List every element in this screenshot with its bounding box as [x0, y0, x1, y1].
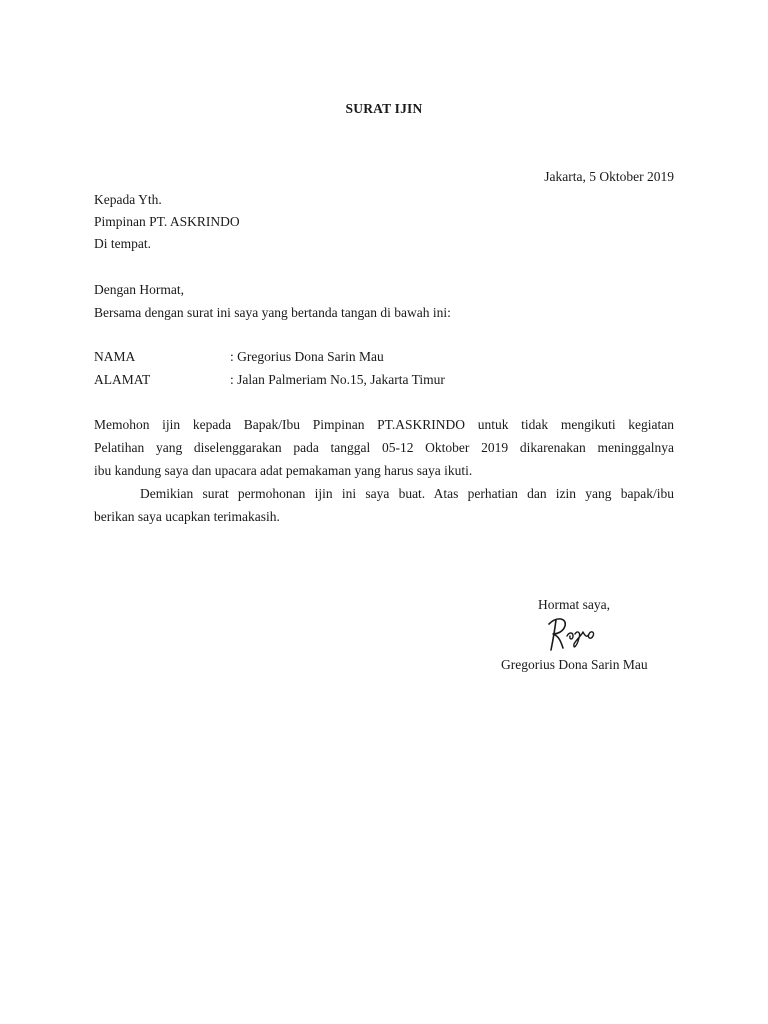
signer-name: Gregorius Dona Sarin Mau — [501, 657, 648, 672]
recipient-line: Di tempat. — [94, 236, 151, 251]
closing-line: berikan saya ucapkan terimakasih. — [94, 509, 280, 524]
address-value: : Jalan Palmeriam No.15, Jakarta Timur — [230, 372, 445, 387]
body-line: Memohon ijin kepada Bapak/Ibu Pimpinan PT.ASKRINDO untuk tidak mengikuti kegiatan — [94, 417, 674, 432]
name-value: : Gregorius Dona Sarin Mau — [230, 349, 384, 364]
body-line: Pelatihan yang diselenggarakan pada tanggal 05-12 Oktober 2019 dikarenakan meninggalnya — [94, 440, 674, 455]
sign-off: Hormat saya, — [538, 597, 610, 612]
salutation: Dengan Hormat, — [94, 282, 184, 297]
letter-title: SURAT IJIN — [345, 101, 423, 116]
closing-line: Demikian surat permohonan ijin ini saya buat. Atas perhatian dan izin yang bapak/ibu — [140, 486, 674, 501]
handwritten-signature-icon — [543, 614, 601, 654]
body-line: ibu kandung saya dan upacara adat pemakaman yang harus saya ikuti. — [94, 463, 473, 478]
recipient-line: Kepada Yth. — [94, 192, 162, 207]
intro-text: Bersama dengan surat ini saya yang bertanda tangan di bawah ini: — [94, 305, 451, 320]
name-label: NAMA — [94, 349, 136, 364]
recipient-line: Pimpinan PT. ASKRINDO — [94, 214, 240, 229]
address-label: ALAMAT — [94, 372, 151, 387]
place-date: Jakarta, 5 Oktober 2019 — [544, 169, 674, 184]
